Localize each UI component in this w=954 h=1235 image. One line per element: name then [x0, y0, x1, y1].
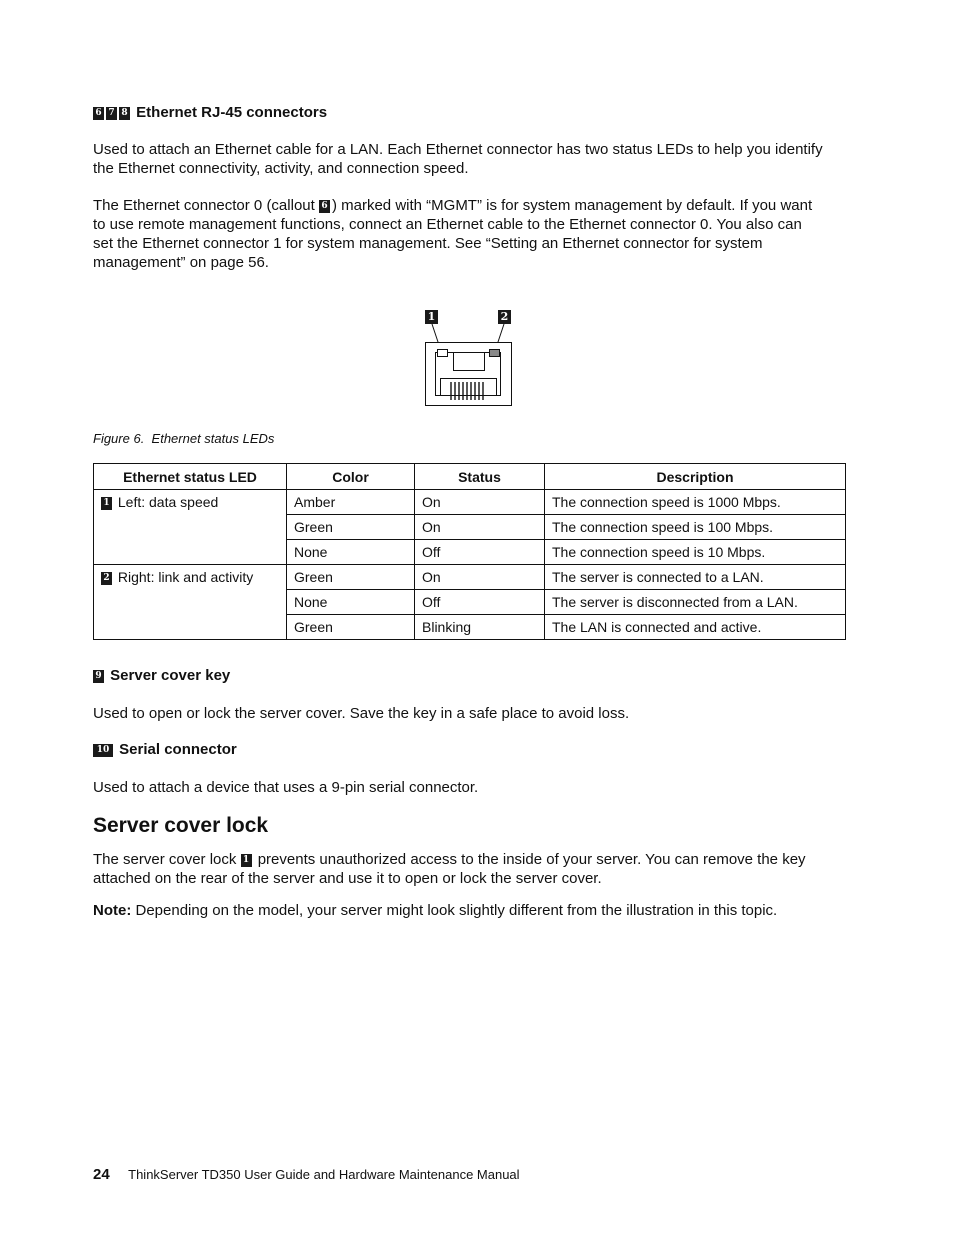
figure-caption-text: Ethernet status LEDs	[151, 431, 275, 446]
table-callout-1: 1	[101, 497, 112, 510]
cell-description: The connection speed is 100 Mbps.	[545, 515, 846, 540]
cover-key-heading	[93, 667, 230, 684]
serial-heading-text: Serial connector	[119, 741, 237, 758]
cover-lock-para	[93, 850, 845, 888]
cover-lock-para-b: prevents unauthorized access to the inside of your server. You can remove the key attached on the rear of the server and use it to open or lock the server cover.	[93, 851, 806, 887]
cell-color: Green	[287, 615, 415, 640]
figure-caption	[93, 431, 274, 446]
cover-key-para: Used to open or lock the server cover. Save the key in a safe place to avoid loss.	[93, 705, 630, 722]
cell-status: Off	[415, 540, 545, 565]
ethernet-para-2	[93, 196, 825, 272]
cover-lock-para-a: The server cover lock	[93, 851, 241, 868]
cell-status: Blinking	[415, 615, 545, 640]
ethernet-heading	[93, 104, 327, 121]
led-group-label: Right: link and activity	[117, 569, 254, 585]
callout-7: 7	[106, 107, 117, 120]
note-label: Note:	[93, 902, 132, 919]
ethernet-heading-text: Ethernet RJ-45 connectors	[136, 104, 328, 121]
cell-description: The LAN is connected and active.	[545, 615, 846, 640]
cell-color: Green	[287, 565, 415, 590]
cell-color: None	[287, 540, 415, 565]
table-header-color: Color	[287, 464, 415, 490]
serial-heading-block	[93, 741, 237, 758]
led-group-left	[94, 490, 287, 565]
callout-1-inline: 1	[241, 854, 252, 867]
serial-heading	[93, 741, 237, 758]
table-row	[94, 490, 846, 515]
rj45-port-icon	[420, 308, 520, 408]
cover-lock-title: Server cover lock	[93, 814, 269, 837]
cell-description: The connection speed is 10 Mbps.	[545, 540, 846, 565]
ethernet-led-figure	[420, 308, 520, 408]
cell-status: On	[415, 515, 545, 540]
table-header-led: Ethernet status LED	[94, 464, 287, 490]
footer	[93, 1166, 520, 1184]
footer-title: ThinkServer TD350 User Guide and Hardware Maintenance Manual	[128, 1167, 520, 1182]
table-header-status: Status	[415, 464, 545, 490]
cell-status: Off	[415, 590, 545, 615]
cell-color: Amber	[287, 490, 415, 515]
note-para	[93, 901, 853, 920]
figure-callout-2: 2	[498, 310, 511, 324]
callout-9: 9	[93, 670, 104, 683]
cell-status: On	[415, 565, 545, 590]
table-header-row	[94, 464, 846, 490]
led-group-label: Left: data speed	[117, 494, 219, 510]
cell-description: The server is disconnected from a LAN.	[545, 590, 846, 615]
callout-6-inline: 6	[319, 200, 330, 213]
ethernet-para-2-a: The Ethernet connector 0 (callout	[93, 197, 319, 214]
table-callout-2: 2	[101, 572, 112, 585]
cell-color: None	[287, 590, 415, 615]
callout-8: 8	[119, 107, 130, 120]
cell-description: The server is connected to a LAN.	[545, 565, 846, 590]
ethernet-heading-block	[93, 104, 327, 121]
cell-description: The connection speed is 1000 Mbps.	[545, 490, 846, 515]
note-text: Depending on the model, your server might look slightly different from the illustration in this topic.	[131, 902, 778, 919]
cell-color: Green	[287, 515, 415, 540]
table-row	[94, 565, 846, 590]
led-group-right	[94, 565, 287, 640]
ethernet-led-table	[93, 463, 846, 640]
cover-key-heading-block	[93, 667, 230, 684]
ethernet-para-2-b: ) marked with “MGMT” is for system management by default. If you want to use remote management functions, connect an Ethernet cable to the Ethernet connector 0. You also can set the Ethernet connector 1 for system management. See “Setting an Ethernet connector for system management” on page 56.	[93, 197, 813, 271]
figure-callout-1: 1	[425, 310, 438, 324]
cover-key-heading-text: Server cover key	[110, 667, 231, 684]
cell-status: On	[415, 490, 545, 515]
figure-caption-label: Figure 6.	[93, 431, 145, 446]
callout-6: 6	[93, 107, 104, 120]
table-header-description: Description	[545, 464, 846, 490]
callout-10: 10	[93, 744, 113, 757]
ethernet-para-1: Used to attach an Ethernet cable for a LAN. Each Ethernet connector has two status LEDs to help you identify the Ethernet connectivity, activity, and connection speed.	[93, 141, 823, 177]
serial-para: Used to attach a device that uses a 9-pin serial connector.	[93, 779, 479, 796]
page-number: 24	[93, 1166, 110, 1183]
